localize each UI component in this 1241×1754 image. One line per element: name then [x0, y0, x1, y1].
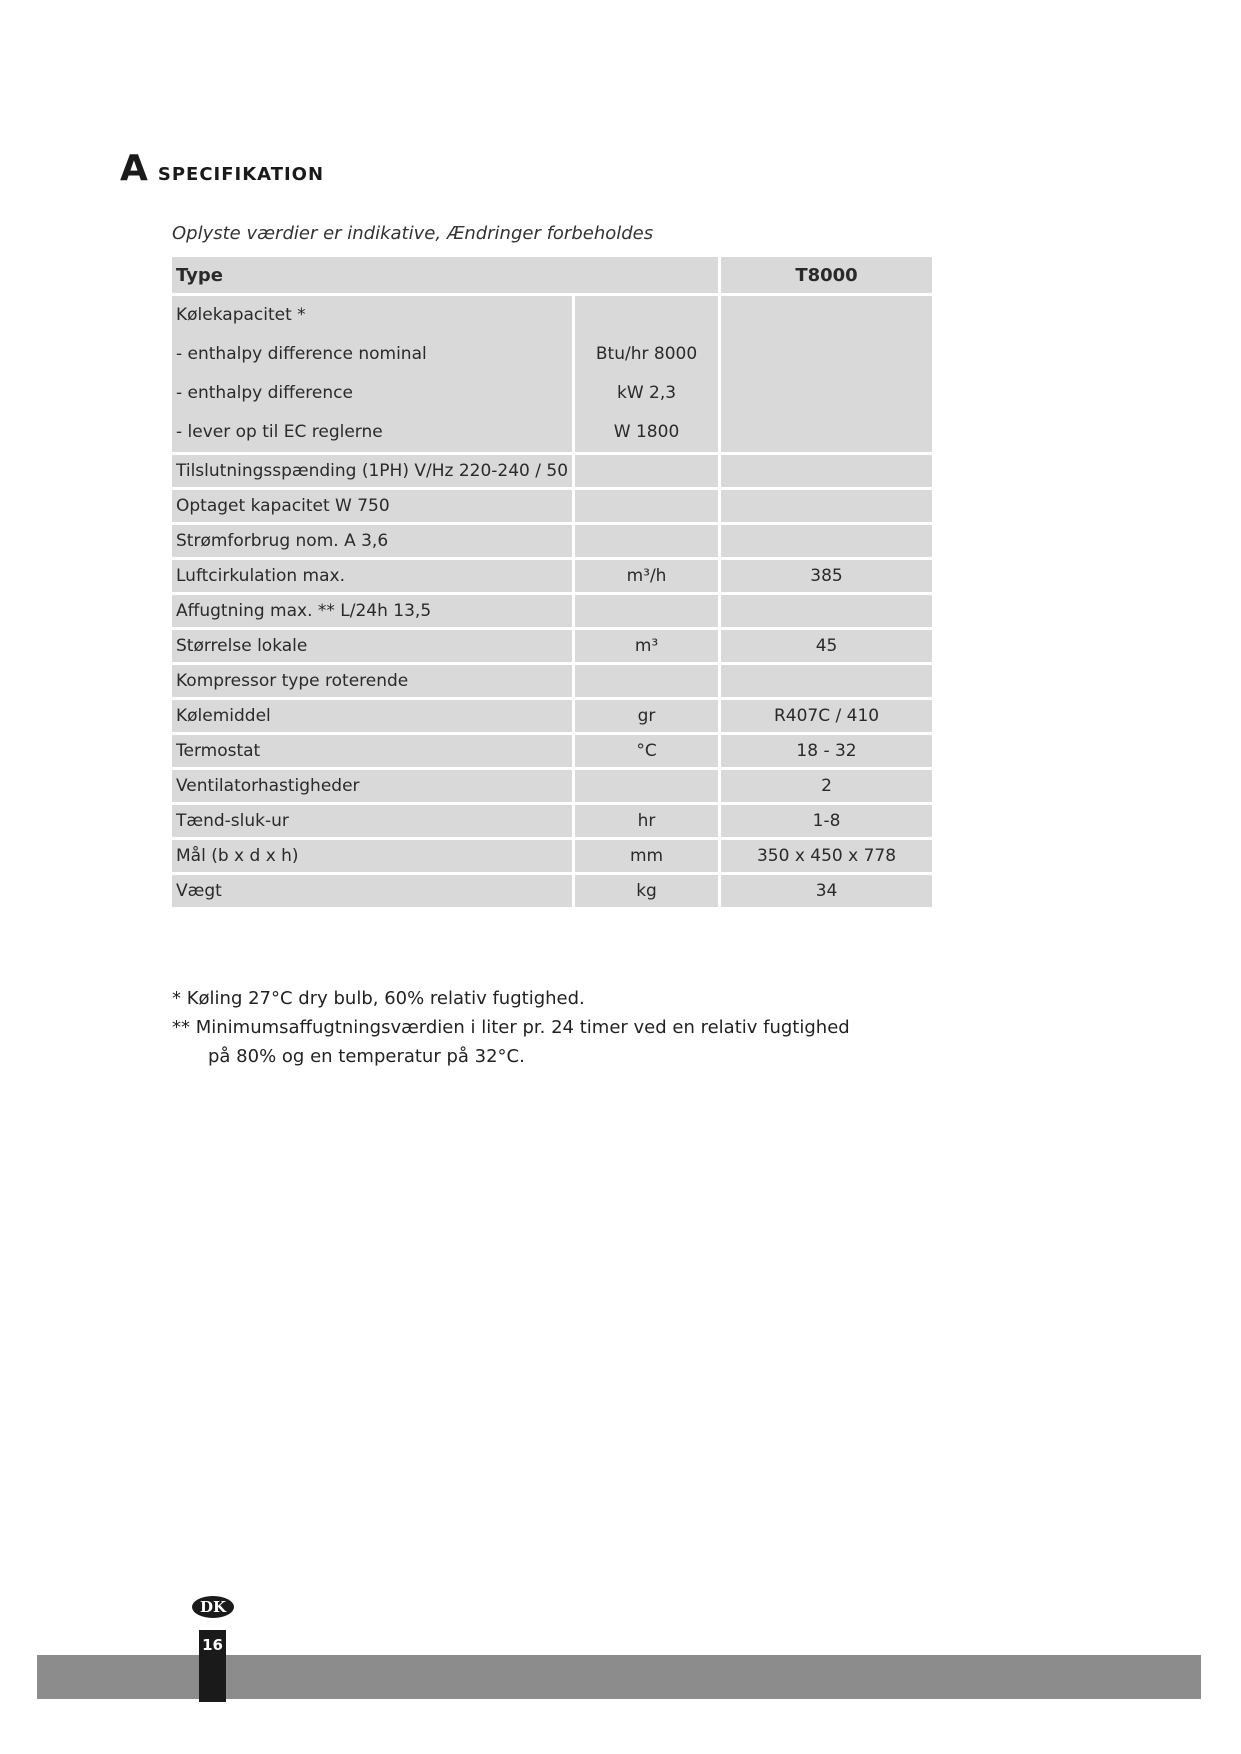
- row-label: Kompressor type roterende: [172, 665, 572, 697]
- footnotes: [172, 984, 850, 1071]
- row-label: Tænd-sluk-ur: [172, 805, 572, 837]
- row-unit: gr: [575, 700, 718, 732]
- section-heading: [120, 148, 324, 189]
- row-value: [721, 595, 932, 627]
- row-unit: [575, 595, 718, 627]
- row-unit: m³/h: [575, 560, 718, 592]
- cooling-unit: Btu/hr 8000: [595, 344, 698, 364]
- cooling-capacity-group: [172, 296, 932, 452]
- row-value: [721, 490, 932, 522]
- row-label: Termostat: [172, 735, 572, 767]
- cooling-label: - enthalpy difference: [176, 383, 353, 403]
- cooling-label: - enthalpy difference nominal: [176, 344, 427, 364]
- disclaimer-text: Oplyste værdier er indikative, Ændringer forbeholdes: [172, 223, 654, 244]
- cooling-label: Kølekapacitet *: [176, 305, 306, 325]
- row-label: Vægt: [172, 875, 572, 907]
- header-model: T8000: [721, 257, 932, 293]
- language-badge: DK: [192, 1596, 234, 1618]
- row-label: Optaget kapacitet W 750: [172, 490, 572, 522]
- row-unit: [575, 525, 718, 557]
- row-value: 34: [721, 875, 932, 907]
- row-value: [721, 455, 932, 487]
- row-value: 350 x 450 x 778: [721, 840, 932, 872]
- cooling-label: - lever op til EC reglerne: [176, 422, 383, 442]
- footnote-dehumidification: ** Minimumsaffugtningsværdien i liter pr. 24 timer ved en relativ fugtighed: [172, 1017, 850, 1038]
- cooling-unit: kW 2,3: [616, 383, 677, 403]
- table-row: [172, 630, 932, 662]
- row-label: Luftcirkulation max.: [172, 560, 572, 592]
- cooling-unit: [575, 296, 718, 335]
- row-unit: [575, 490, 718, 522]
- page-number: 16: [199, 1630, 226, 1702]
- row-unit: mm: [575, 840, 718, 872]
- row-value: 2: [721, 770, 932, 802]
- table-row: [172, 490, 932, 522]
- row-label: Størrelse lokale: [172, 630, 572, 662]
- row-value: [721, 665, 932, 697]
- row-unit: hr: [575, 805, 718, 837]
- row-label: Affugtning max. ** L/24h 13,5: [172, 595, 572, 627]
- row-label: Kølemiddel: [172, 700, 572, 732]
- row-label: Ventilatorhastigheder: [172, 770, 572, 802]
- row-value: 45: [721, 630, 932, 662]
- table-header-row: [172, 257, 932, 293]
- section-title: SPECIFIKATION: [157, 164, 325, 185]
- row-label: Strømforbrug nom. A 3,6: [172, 525, 572, 557]
- row-label: Mål (b x d x h): [172, 840, 572, 872]
- table-row: [172, 770, 932, 802]
- header-type-label: Type: [172, 257, 718, 293]
- cooling-value: [721, 296, 932, 452]
- table-row: [172, 700, 932, 732]
- footnote-dehumidification-cont: på 80% og en temperatur på 32°C.: [208, 1046, 525, 1067]
- row-unit: m³: [575, 630, 718, 662]
- table-row: [172, 735, 932, 767]
- row-unit: [575, 770, 718, 802]
- row-value: 385: [721, 560, 932, 592]
- row-value: R407C / 410: [721, 700, 932, 732]
- row-value: 1-8: [721, 805, 932, 837]
- row-value: 18 - 32: [721, 735, 932, 767]
- table-row: [172, 525, 932, 557]
- specification-table: [169, 254, 935, 910]
- footnote-cooling: * Køling 27°C dry bulb, 60% relativ fugtighed.: [172, 988, 585, 1009]
- table-row: [172, 840, 932, 872]
- table-row: [172, 455, 932, 487]
- table-row: [172, 560, 932, 592]
- table-row: [172, 805, 932, 837]
- table-row: [172, 595, 932, 627]
- row-unit: kg: [575, 875, 718, 907]
- cooling-unit: W 1800: [613, 422, 680, 442]
- row-unit: [575, 665, 718, 697]
- row-unit: °C: [575, 735, 718, 767]
- row-value: [721, 525, 932, 557]
- table-row: [172, 665, 932, 697]
- section-letter: A: [120, 148, 148, 189]
- row-unit: [575, 455, 718, 487]
- table-row: [172, 875, 932, 907]
- row-label: Tilslutningsspænding (1PH) V/Hz 220-240 / 50: [176, 461, 569, 481]
